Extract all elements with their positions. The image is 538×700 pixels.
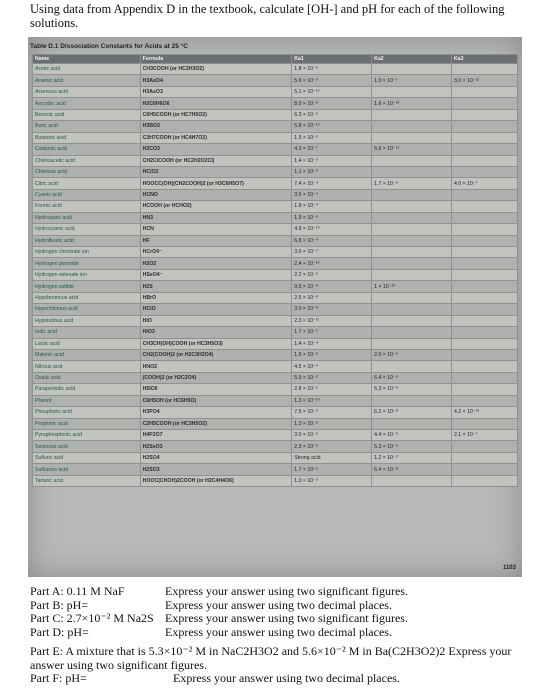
table-row (33, 475, 518, 486)
acid-name-cell: Hypobromous acid (33, 292, 141, 303)
ka3-cell (451, 247, 517, 258)
formula-cell: HBrO (140, 292, 292, 303)
ka2-cell (372, 475, 452, 486)
acid-name-cell: Sulfurous acid (33, 464, 141, 475)
table-row (33, 441, 518, 452)
table-row (33, 247, 518, 258)
ka1-cell: 4.9 × 10⁻¹⁰ (292, 224, 372, 235)
formula-cell: H5IO6 (140, 384, 292, 395)
ka1-cell: 2.5 × 10⁻⁹ (292, 292, 372, 303)
ka3-cell (451, 132, 517, 143)
ka3-cell (451, 418, 517, 429)
acid-name-cell: Iodic acid (33, 327, 141, 338)
ka2-cell: 5.3 × 10⁻⁹ (372, 441, 452, 452)
ka1-cell: 5.6 × 10⁻³ (292, 75, 372, 86)
ka2-cell (372, 189, 452, 200)
ka2-cell (372, 361, 452, 372)
acid-name-cell: Hydroazoic acid (33, 212, 141, 223)
acid-name-cell: Tartaric acid (33, 475, 141, 486)
ka3-cell (451, 144, 517, 155)
formula-cell: CH2ClCOOH (or HC2H2O2Cl) (140, 155, 292, 166)
acid-name-cell: Phenol (33, 395, 141, 406)
ka1-cell: 4.5 × 10⁻⁴ (292, 361, 372, 372)
table-row (33, 235, 518, 246)
formula-cell: H2SeO3 (140, 441, 292, 452)
part-a-label: Part A: 0.11 M NaF (30, 584, 125, 598)
acid-name-cell: Selenous acid (33, 441, 141, 452)
ka1-cell: 1.8 × 10⁻⁴ (292, 201, 372, 212)
acid-name-cell: Lactic acid (33, 338, 141, 349)
table-row (33, 315, 518, 326)
table-row (33, 155, 518, 166)
header-ka3: Ka3 (451, 55, 517, 64)
table-row (33, 464, 518, 475)
acid-name-cell: Citric acid (33, 178, 141, 189)
table-row (33, 166, 518, 177)
ka1-cell: 2.8 × 10⁻² (292, 384, 372, 395)
appendix-table-photo (28, 37, 522, 577)
ka1-cell: 4.3 × 10⁻⁷ (292, 144, 372, 155)
formula-cell: HNO2 (140, 361, 292, 372)
ka2-cell: 1.6 × 10⁻¹² (372, 98, 452, 109)
ka1-cell: 5.9 × 10⁻² (292, 372, 372, 383)
ka3-cell (451, 372, 517, 383)
ka3-cell (451, 86, 517, 97)
formula-cell: HF (140, 235, 292, 246)
ka1-cell: 1.9 × 10⁻⁵ (292, 212, 372, 223)
ka2-cell (372, 304, 452, 315)
ka3-cell (451, 121, 517, 132)
formula-cell: HIO (140, 315, 292, 326)
part-c (30, 612, 530, 626)
table-row (33, 132, 518, 143)
ka1-cell: 3.5 × 10⁻⁴ (292, 189, 372, 200)
table-row (33, 98, 518, 109)
ka3-cell (451, 384, 517, 395)
ka3-cell: 4.0 × 10⁻⁷ (451, 178, 517, 189)
formula-cell: H2O2 (140, 258, 292, 269)
ka3-cell (451, 441, 517, 452)
acid-name-cell: Propionic acid (33, 418, 141, 429)
ka1-cell: 1.0 × 10⁻³ (292, 475, 372, 486)
ka3-cell: 3.0 × 10⁻¹² (451, 75, 517, 86)
acid-name-cell: Paraperiodic acid (33, 384, 141, 395)
table-row (33, 64, 518, 75)
table-row (33, 327, 518, 338)
acid-name-cell: Hypoiodous acid (33, 315, 141, 326)
formula-cell: H4P2O7 (140, 430, 292, 441)
ka3-cell (451, 327, 517, 338)
ka2-cell: 6.4 × 10⁻⁵ (372, 372, 452, 383)
ka2-cell (372, 109, 452, 120)
header-name: Name (33, 55, 141, 64)
part-b (30, 599, 530, 613)
ka3-cell (451, 475, 517, 486)
ka2-cell (372, 418, 452, 429)
table-row (33, 201, 518, 212)
table-row (33, 212, 518, 223)
ka2-cell (372, 235, 452, 246)
table-row (33, 258, 518, 269)
ka1-cell: 2.3 × 10⁻³ (292, 441, 372, 452)
table-row (33, 372, 518, 383)
part-f-label: Part F: pH= (30, 671, 87, 685)
ka3-cell (451, 281, 517, 292)
table-row (33, 121, 518, 132)
ka3-cell (451, 235, 517, 246)
formula-cell: C2H5COOH (or HC3H5O2) (140, 418, 292, 429)
formula-cell: HClO (140, 304, 292, 315)
ka2-cell (372, 338, 452, 349)
header-ka1: Ka1 (292, 55, 372, 64)
formula-cell: (COOH)2 (or H2C2O4) (140, 372, 292, 383)
ka1-cell: 1.3 × 10⁻¹⁰ (292, 395, 372, 406)
ka1-cell: 3.0 × 10⁻² (292, 430, 372, 441)
table-row (33, 338, 518, 349)
ka2-cell (372, 155, 452, 166)
acid-name-cell: Acetic acid (33, 64, 141, 75)
table-row (33, 418, 518, 429)
ka2-cell: 1.2 × 10⁻² (372, 452, 452, 463)
ka2-cell: 2.0 × 10⁻⁶ (372, 349, 452, 360)
table-row (33, 407, 518, 418)
part-d (30, 626, 530, 640)
ka1-cell: 7.5 × 10⁻³ (292, 407, 372, 418)
acid-name-cell: Carbonic acid (33, 144, 141, 155)
formula-cell: H2SO3 (140, 464, 292, 475)
table-row (33, 86, 518, 97)
ka1-cell: 9.5 × 10⁻⁸ (292, 281, 372, 292)
ka2-cell: 5.6 × 10⁻¹¹ (372, 144, 452, 155)
ka1-cell: 5.1 × 10⁻¹⁰ (292, 86, 372, 97)
formula-cell: H3PO4 (140, 407, 292, 418)
formula-cell: HOOC(CHOH)2COOH (or H2C4H4O6) (140, 475, 292, 486)
ka2-cell (372, 166, 452, 177)
ka3-cell (451, 224, 517, 235)
ka2-cell (372, 224, 452, 235)
ka3-cell (451, 189, 517, 200)
part-f-instruction: Express your answer using two decimal places. (173, 671, 400, 685)
ka1-cell: 1.1 × 10⁻² (292, 166, 372, 177)
ka3-cell (451, 464, 517, 475)
ka2-cell: 1.0 × 10⁻⁷ (372, 75, 452, 86)
formula-cell: H2S (140, 281, 292, 292)
ka3-cell (451, 201, 517, 212)
ka2-cell (372, 292, 452, 303)
ka3-cell (451, 452, 517, 463)
acid-name-cell: Malonic acid (33, 349, 141, 360)
ka2-cell (372, 64, 452, 75)
formula-cell: H3AsO3 (140, 86, 292, 97)
ka3-cell (451, 269, 517, 280)
ka1-cell: 6.8 × 10⁻⁴ (292, 235, 372, 246)
ka3-cell (451, 258, 517, 269)
table-row (33, 109, 518, 120)
table-row (33, 189, 518, 200)
header-ka2: Ka2 (372, 55, 452, 64)
part-d-instruction: Express your answer using two decimal places. (165, 624, 392, 639)
formula-cell: H2CO3 (140, 144, 292, 155)
ka1-cell: 1.8 × 10⁻⁵ (292, 64, 372, 75)
formula-cell: H2SO4 (140, 452, 292, 463)
acid-name-cell: Hydrogen sulfide (33, 281, 141, 292)
acid-name-cell: Sulfuric acid (33, 452, 141, 463)
ka1-cell: 1.3 × 10⁻⁵ (292, 418, 372, 429)
ka2-cell (372, 258, 452, 269)
formula-cell: HCrO4⁻ (140, 247, 292, 258)
part-e-text: Part E: A mixture that is 5.3×10⁻² M in NaC2H3O2 and 5.6×10⁻² M in Ba(C2H3O2)2 Express your answer using two significant figures. (30, 644, 512, 672)
acid-name-cell: Benzoic acid (33, 109, 141, 120)
table-row (33, 430, 518, 441)
table-row (33, 178, 518, 189)
ka1-cell: 3.0 × 10⁻⁷ (292, 247, 372, 258)
ka1-cell: Strong acid (292, 452, 372, 463)
ka3-cell (451, 304, 517, 315)
acid-name-cell: Hydrogen selenate ion (33, 269, 141, 280)
formula-cell: HCNO (140, 189, 292, 200)
ka3-cell (451, 315, 517, 326)
page-number: 1103 (502, 565, 516, 571)
table-row (33, 292, 518, 303)
ka2-cell (372, 132, 452, 143)
part-a-instruction: Express your answer using two significant figures. (165, 584, 408, 598)
table-row (33, 452, 518, 463)
formula-cell: C6H5COOH (or HC7H5O2) (140, 109, 292, 120)
acid-name-cell: Formic acid (33, 201, 141, 212)
ka3-cell (451, 109, 517, 120)
ka3-cell (451, 155, 517, 166)
ka2-cell: 4.4 × 10⁻³ (372, 430, 452, 441)
ka3-cell (451, 349, 517, 360)
ka3-cell (451, 166, 517, 177)
acid-name-cell: Hydrocyanic acid (33, 224, 141, 235)
ka2-cell (372, 395, 452, 406)
formula-cell: H2C6H6O6 (140, 98, 292, 109)
ka1-cell: 1.4 × 10⁻⁴ (292, 338, 372, 349)
ka2-cell (372, 212, 452, 223)
ka1-cell: 2.2 × 10⁻² (292, 269, 372, 280)
acid-name-cell: Hypochlorous acid (33, 304, 141, 315)
acid-name-cell: Oxalic acid (33, 372, 141, 383)
formula-cell: C6H5OH (or HC6H5O) (140, 395, 292, 406)
ka3-cell (451, 361, 517, 372)
acid-name-cell: Arsenous acid (33, 86, 141, 97)
acid-name-cell: Phosphoric acid (33, 407, 141, 418)
formula-cell: C3H7COOH (or HC4H7O2) (140, 132, 292, 143)
formula-cell: CH3CH(OH)COOH (or HC3H5O3) (140, 338, 292, 349)
ka1-cell: 7.4 × 10⁻⁴ (292, 178, 372, 189)
formula-cell: HSeO4⁻ (140, 269, 292, 280)
ka2-cell (372, 121, 452, 132)
ka2-cell (372, 86, 452, 97)
question-parts (30, 585, 530, 686)
acid-name-cell: Ascorbic acid (33, 98, 141, 109)
acid-name-cell: Arsenic acid (33, 75, 141, 86)
formula-cell: HIO3 (140, 327, 292, 338)
ka2-cell (372, 247, 452, 258)
ka3-cell (451, 98, 517, 109)
ka2-cell (372, 269, 452, 280)
ka1-cell: 1.5 × 10⁻³ (292, 349, 372, 360)
ka3-cell (451, 64, 517, 75)
ka1-cell: 1.7 × 10⁻² (292, 464, 372, 475)
ka1-cell: 1.7 × 10⁻¹ (292, 327, 372, 338)
acid-name-cell: Pyrophosphoric acid (33, 430, 141, 441)
acid-name-cell: Butanoic acid (33, 132, 141, 143)
part-c-label: Part C: 2.7×10⁻² M Na2S (30, 611, 154, 625)
formula-cell: H3AsO4 (140, 75, 292, 86)
table-row (33, 281, 518, 292)
ka3-cell (451, 338, 517, 349)
ka3-cell (451, 212, 517, 223)
ka3-cell (451, 395, 517, 406)
part-c-instruction: Express your answer using two significant figures. (165, 611, 408, 625)
table-row (33, 395, 518, 406)
part-b-instruction: Express your answer using two decimal places. (165, 597, 392, 612)
acid-name-cell: Hydrogen chromate ion (33, 247, 141, 258)
ka2-cell: 6.4 × 10⁻⁸ (372, 464, 452, 475)
ka3-cell: 4.2 × 10⁻¹³ (451, 407, 517, 418)
dissociation-constants-table (32, 54, 518, 487)
table-row (33, 304, 518, 315)
formula-cell: HCN (140, 224, 292, 235)
ka1-cell: 8.0 × 10⁻⁵ (292, 98, 372, 109)
acid-name-cell: Chloroacetic acid (33, 155, 141, 166)
part-f (30, 672, 530, 686)
part-d-label: Part D: pH= (30, 624, 89, 639)
ka2-cell: 6.2 × 10⁻⁸ (372, 407, 452, 418)
table-body (33, 64, 518, 487)
ka1-cell: 6.3 × 10⁻⁵ (292, 109, 372, 120)
table-row (33, 384, 518, 395)
formula-cell: CH2(COOH)2 (or H2C3H2O4) (140, 349, 292, 360)
acid-name-cell: Chlorous acid (33, 166, 141, 177)
formula-cell: CH3COOH (or HC2H3O2) (140, 64, 292, 75)
formula-cell: HClO2 (140, 166, 292, 177)
ka1-cell: 5.8 × 10⁻¹⁰ (292, 121, 372, 132)
formula-cell: H3BO3 (140, 121, 292, 132)
acid-name-cell: Boric acid (33, 121, 141, 132)
part-a (30, 585, 530, 599)
acid-name-cell: Cyanic acid (33, 189, 141, 200)
ka2-cell (372, 201, 452, 212)
table-header-row (33, 55, 518, 64)
table-row (33, 361, 518, 372)
table-row (33, 75, 518, 86)
ka1-cell: 3.0 × 10⁻⁸ (292, 304, 372, 315)
ka2-cell: 1.7 × 10⁻⁵ (372, 178, 452, 189)
table-row (33, 349, 518, 360)
ka1-cell: 1.4 × 10⁻³ (292, 155, 372, 166)
ka2-cell: 1 × 10⁻¹⁹ (372, 281, 452, 292)
table-row (33, 224, 518, 235)
ka2-cell (372, 315, 452, 326)
table-row (33, 269, 518, 280)
acid-name-cell: Hydrofluoric acid (33, 235, 141, 246)
acid-name-cell: Hydrogen peroxide (33, 258, 141, 269)
ka1-cell: 1.5 × 10⁻⁵ (292, 132, 372, 143)
table-row (33, 144, 518, 155)
table-caption: Table D.1 Dissociation Constants for Acids at 25 °C (30, 43, 188, 50)
part-b-label: Part B: pH= (30, 597, 89, 612)
problem-intro: Using data from Appendix D in the textbook, calculate [OH-] and pH for each of the following solutions. (30, 2, 505, 30)
ka2-cell: 5.3 × 10⁻⁹ (372, 384, 452, 395)
formula-cell: HCOOH (or HCHO2) (140, 201, 292, 212)
ka2-cell (372, 327, 452, 338)
ka1-cell: 2.4 × 10⁻¹² (292, 258, 372, 269)
ka3-cell: 2.1 × 10⁻⁷ (451, 430, 517, 441)
ka3-cell (451, 292, 517, 303)
acid-name-cell: Nitrous acid (33, 361, 141, 372)
formula-cell: HOOCC(OH)(CH2COOH)2 (or H3C6H5O7) (140, 178, 292, 189)
formula-cell: HN3 (140, 212, 292, 223)
header-formula: Formula (140, 55, 292, 64)
ka1-cell: 2.3 × 10⁻¹¹ (292, 315, 372, 326)
